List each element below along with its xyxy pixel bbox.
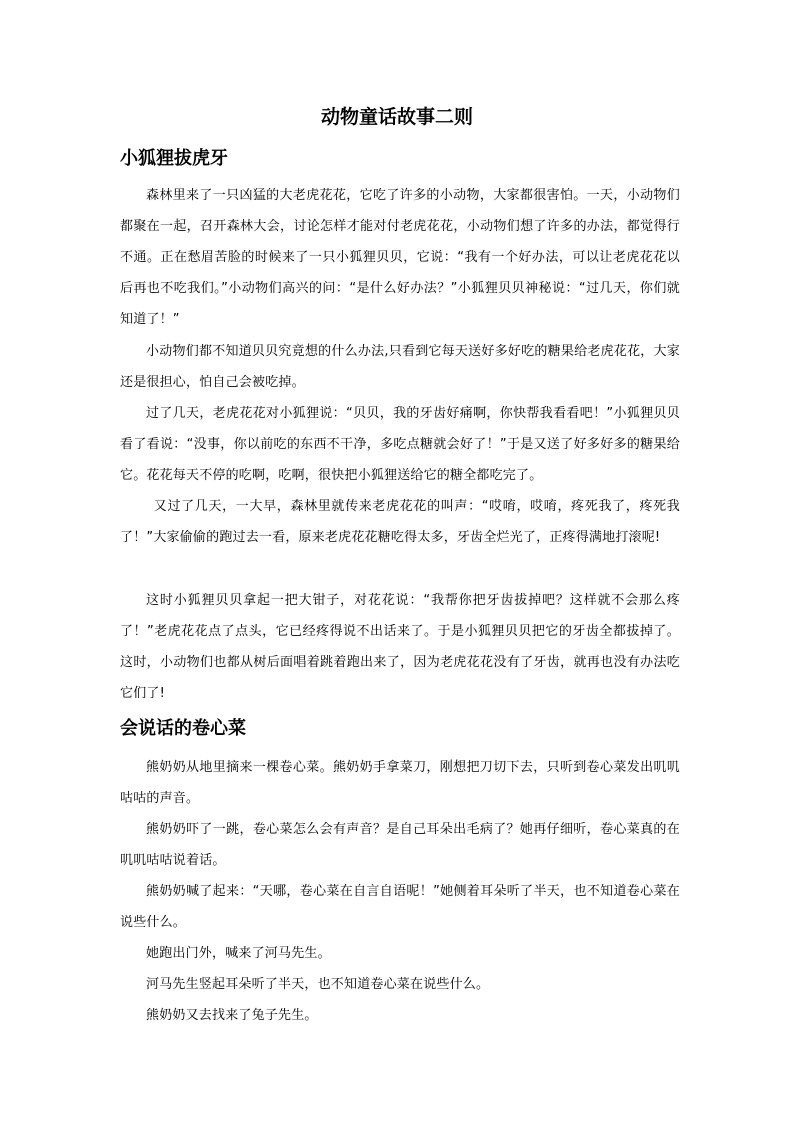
story-2-paragraph-2: 熊奶奶吓了一跳，卷心菜怎么会有声音？是自己耳朵出毛病了？她再仔细听，卷心菜真的在叽叽咕咕说着话。 <box>120 822 680 868</box>
story-2-paragraph-4: 她跑出门外，喊来了河马先生。 <box>146 946 331 961</box>
story-1-heading: 小狐狸拔虎牙 <box>120 148 228 169</box>
story-2-paragraph-3: 熊奶奶喊了起来：“天哪，卷心菜在自言自语呢！”她侧着耳朵听了半天，也不知道卷心菜在说些什么。 <box>120 884 680 930</box>
story-1-paragraph-2: 小动物们都不知道贝贝究竟想的什么办法,只看到它每天送好多好吃的糖果给老虎花花，大家还是很担心，怕自己会被吃掉。 <box>120 344 680 390</box>
story-2-heading: 会说话的卷心菜 <box>120 718 246 739</box>
story-1-paragraph-1: 森林里来了一只凶猛的大老虎花花，它吃了许多的小动物，大家都很害怕。一天，小动物们都聚在一起，召开森林大会，讨论怎样才能对付老虎花花，小动物们想了许多的办法，都觉得行不通。正在愁眉苦脸的时候来了一只小狐狸贝贝，它说：“我有一个好办法，可以让老虎花花以后再也不吃我们。”小动物们高兴的问：“是什么好办法？”小狐狸贝贝神秘说：“过几天，你们就知道了！” <box>120 188 680 327</box>
story-1-paragraph-4: 又过了几天，一大早，森林里就传来老虎花花的叫声：“哎唷，哎唷，疼死我了，疼死我了！”大家偷偷的跑过去一看，原来老虎花花糖吃得太多，牙齿全烂光了，正疼得满地打滚呢! <box>120 499 680 545</box>
story-2-paragraph-5: 河马先生竖起耳朵听了半天，也不知道卷心菜在说些什么。 <box>146 977 490 992</box>
document-title: 动物童话故事二则 <box>320 106 473 128</box>
story-2-paragraph-1: 熊奶奶从地里摘来一棵卷心菜。熊奶奶手拿菜刀，刚想把刀切下去，只听到卷心菜发出叽叽咕咕的声音。 <box>120 760 680 806</box>
story-1-paragraph-3: 过了几天，老虎花花对小狐狸说：“贝贝，我的牙齿好痛啊，你快帮我看看吧！”小狐狸贝贝看了看说：“没事，你以前吃的东西不干净，多吃点糖就会好了！”于是又送了好多好多的糖果给它。花花每天不停的吃啊，吃啊，很快把小狐狸送给它的糖全都吃完了。 <box>120 406 680 483</box>
story-2-paragraph-6: 熊奶奶又去找来了兔子先生。 <box>146 1008 318 1023</box>
story-1-paragraph-5: 这时小狐狸贝贝拿起一把大钳子，对花花说：“我帮你把牙齿拔掉吧？这样就不会那么疼了！”老虎花花点了点头，它已经疼得说不出话来了。于是小狐狸贝贝把它的牙齿全都拔掉了。这时，小动物们也都从树后面唱着跳着跑出来了，因为老虎花花没有了牙齿，就再也没有办法吃它们了! <box>120 593 680 701</box>
